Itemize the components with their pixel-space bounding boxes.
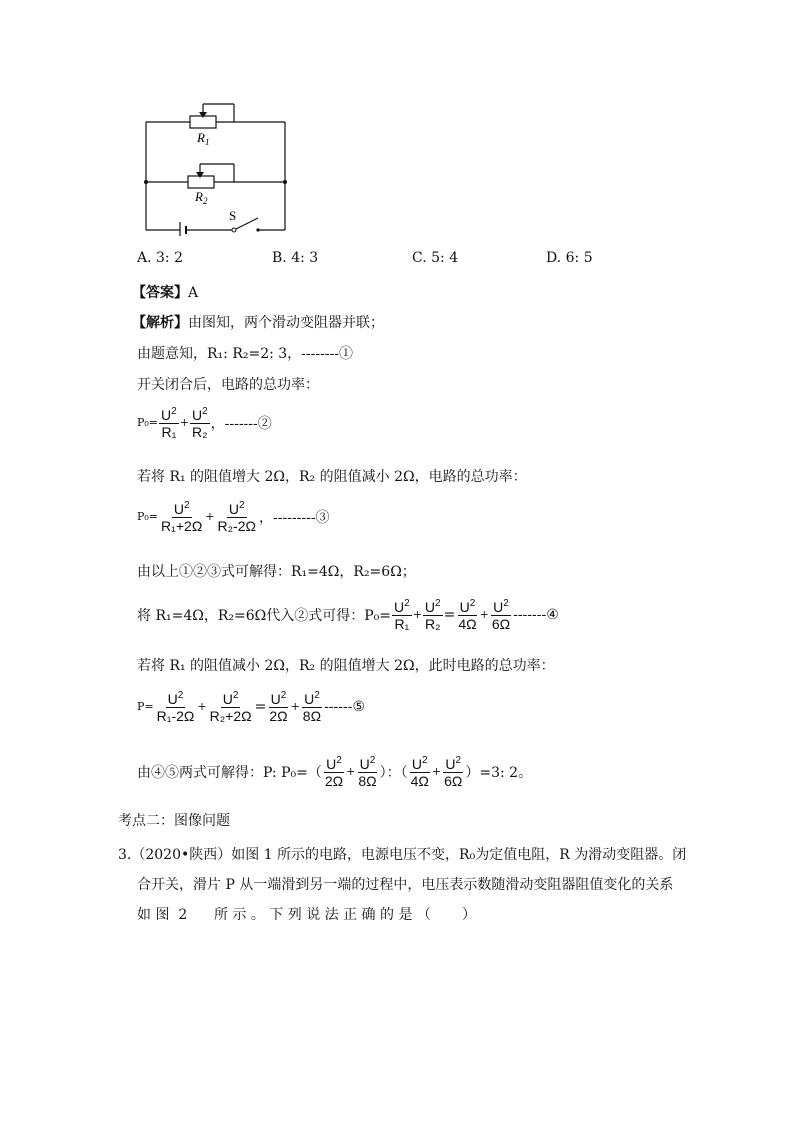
section-title: 考点二：图像问题 [118, 813, 230, 829]
analysis-line-2: 由题意知，R₁: R₂=2: 3，--------① [137, 346, 354, 362]
option-c: C. 5: 4 [412, 250, 459, 266]
r1-label: R [197, 130, 205, 145]
equation-4: 将 R₁=4Ω，R₂=6Ω代入②式可得：P₀= $\frac{U^2}{\text{R₁}}$ + $\frac{U^2}{\text{R₂}}$ = $\frac{U^2}{4\Omega}$ + $\frac{U^2}{6\Omega}$ -------④ [137, 598, 559, 632]
question-3-line-3: 如 图 2 所 示 。 下 列 说 法 正 确 的 是 （ ） [137, 907, 477, 923]
analysis-line-5: 由以上①②③式可解得：R₁=4Ω，R₂=6Ω； [137, 564, 416, 580]
svg-text:R2: $R_2$ [195, 189, 208, 206]
equation-final: 由④⑤两式可解得：P: P₀=（ $U^2$ 2Ω + $\frac{U^2}{8\Omega}$ ）：（ $U^2$ 4Ω + $\frac{U^2}{6\Omega}$ ）=3: 2。 [137, 755, 533, 789]
question-3-line-2: 合开关，滑片 P 从一端滑到另一端的过程中，电压表示数随滑动变阻器阻值变化的关系 [137, 877, 674, 893]
r2-label: R [195, 189, 203, 204]
equation-5: P= $\frac{U^2}{\text{R₁-2Ω}}$ + $\frac{U^2}{\text{R₂+2Ω}}$ = $\frac{U^2}{2\Omega}$ + $\frac{U^2}{8\Omega}$ ------⑤ [137, 690, 365, 724]
option-d: D. 6: 5 [546, 250, 593, 266]
analysis-line-1: 【解析】由图知，两个滑动变阻器并联； [132, 315, 384, 331]
answer-line [132, 282, 198, 302]
equation-3: P₀= $\frac{U^2}{\text{R₁+2Ω}}$ + $\frac{U^2}{\text{R₂-2Ω}}$ ，---------③ [137, 500, 330, 534]
option-b: B. 4: 3 [272, 250, 319, 266]
switch-label: S [229, 208, 237, 223]
answer-value: A [188, 285, 199, 301]
analysis-line-4: 若将 R₁ 的阻值增大 2Ω，R₂ 的阻值减小 2Ω，电路的总功率： [137, 469, 527, 485]
answer-tag: 【答案】 [132, 285, 188, 301]
equation-2: P₀= $\frac{U^2}{\text{R₁}}$ + $\frac{U^2}{\text{R₂}}$ ，-------② [137, 406, 272, 440]
option-a: A. 3: 2 [137, 250, 183, 266]
resistor-r2 [188, 176, 214, 188]
circuit-diagram [140, 96, 300, 236]
question-3-line-1: 3.（2020•陕西）如图 1 所示的电路，电源电压不变，R₀为定值电阻，R 为滑动变阻器。闭 [118, 847, 687, 863]
svg-text:R1: $R_1$ [197, 130, 210, 147]
analysis-line-3: 开关闭合后，电路的总功率： [137, 377, 319, 393]
analysis-line-7: 若将 R₁ 的阻值减小 2Ω，R₂ 的阻值增大 2Ω，此时电路的总功率： [137, 658, 555, 674]
